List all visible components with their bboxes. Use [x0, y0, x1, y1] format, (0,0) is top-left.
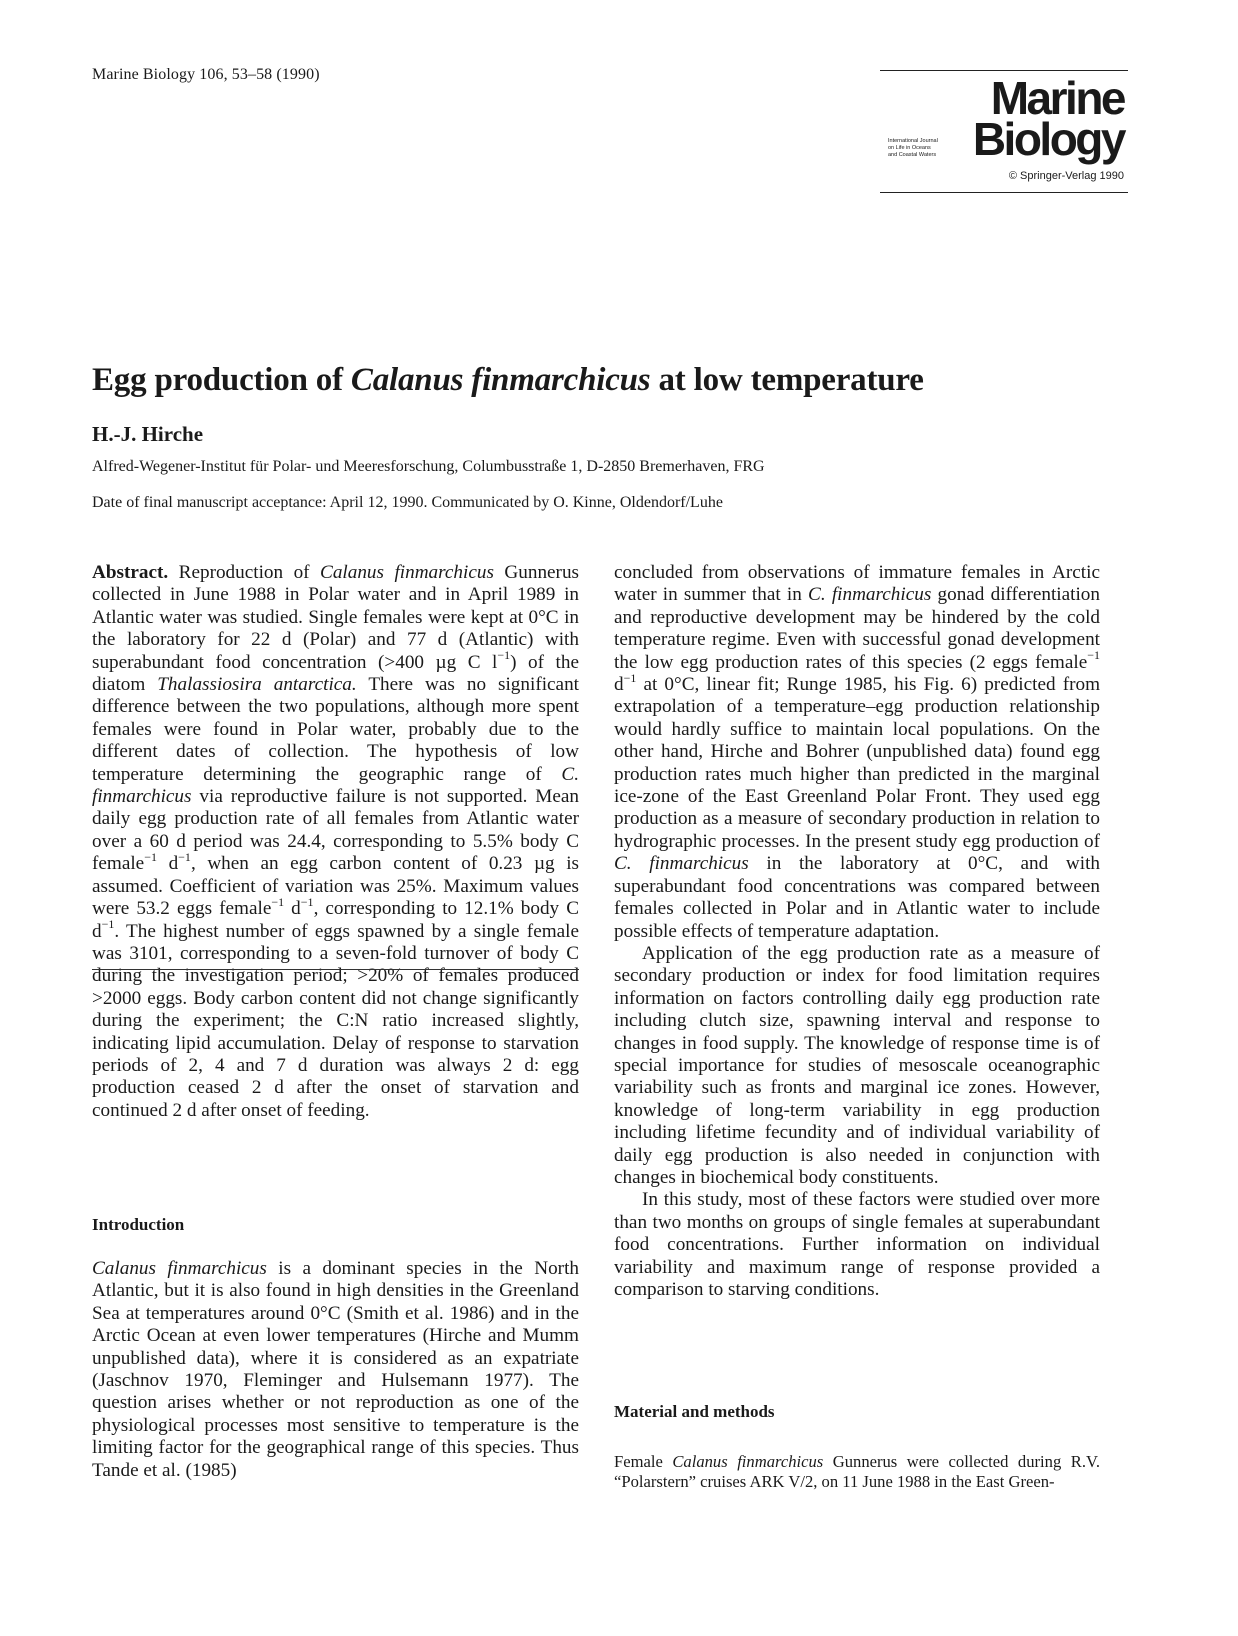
abstract-text: d — [284, 898, 301, 920]
logo-tagline-line: on Life in Oceans — [888, 145, 931, 151]
journal-citation: Marine Biology 106, 53–58 (1990) — [92, 66, 320, 83]
logo-tagline-line: and Coastal Waters — [888, 152, 937, 158]
superscript: −1 — [300, 894, 314, 909]
body-paragraph — [614, 562, 1100, 943]
right-column-body — [614, 562, 1100, 1301]
body-text: at 0°C, linear fit; Runge 1985, his Fig. 6) predicted from extrapolation of a temperature–egg production relationship would hardly suffice to maintain local populations. On the other hand, Hirche and Bohrer (unpublished data) found egg production rates much higher than predicted in the marginal ice-zone of the East Greenland Polar Front. They used egg production as a measure of secondary production in relation to hydrographic processes. In the present study egg production of — [614, 674, 1100, 852]
title-text: at low temperature — [650, 362, 924, 398]
title-text: Egg production of — [92, 362, 351, 398]
article-title — [92, 362, 924, 399]
superscript: −1 — [101, 917, 115, 932]
logo-tagline — [888, 138, 958, 159]
body-text: gonad differentiation and reproductive development may be hindered by the cold temperature regime. Even with successful gonad development the low egg production rates of this species (2 eggs female — [614, 584, 1100, 673]
logo-bottom-rule — [880, 192, 1128, 193]
title-species: Calanus finmarchicus — [350, 362, 651, 398]
author-name: H.-J. Hirche — [92, 422, 204, 446]
body-text: d — [614, 674, 624, 696]
abstract-text: Reproduction of — [168, 562, 321, 583]
methods-paragraph — [614, 1452, 1100, 1492]
species-name: Calanus finmarchicus — [92, 1258, 267, 1279]
manuscript-dates: Date of final manuscript acceptance: April 12, 1990. Communicated by O. Kinne, Oldendorf/Luhe — [92, 494, 723, 511]
logo-top-rule — [880, 70, 1128, 71]
body-text: Gunnerus were collected during R.V. “Polarstern” cruises ARK V/2, on 11 June 1988 in the East Green- — [614, 1452, 1100, 1491]
logo-word-marine: Marine — [990, 72, 1124, 124]
abstract-text: Gunnerus collected in June 1988 in Polar water and in April 1989 in Atlantic water was studied. Single females were kept at 0°C in the laboratory for 22 d (Polar) and 77 d (Atlantic) with superabundant food concentration (>400 µg C l — [92, 562, 580, 673]
introduction-body — [92, 1258, 579, 1482]
species-name: C. finmarchicus — [614, 853, 749, 875]
abstract-paragraph — [92, 562, 579, 1122]
species-name: Calanus finmarchicus — [320, 562, 494, 583]
abstract-text: via reproductive failure is not supported. Mean daily egg production rate of all females from Atlantic water over a 60 d period was 24.4, corresponding to 5.5% body C female — [92, 786, 579, 875]
methods-heading: Material and methods — [614, 1402, 775, 1421]
superscript: −1 — [271, 894, 285, 909]
abstract-text: d — [156, 853, 179, 875]
species-name: Thalassiosira antarctica. — [157, 674, 357, 696]
logo-copyright: © Springer-Verlag 1990 — [1008, 170, 1124, 182]
species-name: C. finmarchicus — [808, 584, 932, 606]
superscript: −1 — [178, 849, 191, 864]
superscript: −1 — [1087, 648, 1100, 663]
abstract-text: ) of the diatom — [92, 651, 579, 696]
superscript: −1 — [623, 670, 637, 685]
abstract-text: , corresponding to 12.1% body C d — [92, 898, 579, 942]
body-text: in the laboratory at 0°C, and with superabundant food concentrations was compared between females collected in Polar and in Atlantic water to include possible effects of temperature adaptation. — [614, 853, 1100, 942]
species-name: C. finmarchicus — [92, 763, 579, 808]
body-paragraph: In this study, most of these factors were studied over more than two months on groups of single females at superabundant food concentrations. Further information on individual variability and maximum range of response provided a comparison to starving conditions. — [614, 1189, 1100, 1300]
superscript: −1 — [144, 849, 157, 864]
body-text: is a dominant species in the North Atlantic, but it is also found in high densities in the Greenland Sea at temperatures around 0°C (Smith et al. 1986) and in the Arctic Ocean at even lower temperatures (Hirche and Mumm unpublished data), where it is considered as an expatriate (Jaschnov 1970, Fleminger and Hulsemann 1977). The question arises whether or not reproduction as one of the physiological processes most sensitive to temperature is the limiting factor for the geographical range of this species. Thus Tande et al. (1985) — [92, 1258, 579, 1481]
abstract-label: Abstract. — [92, 562, 169, 583]
methods-body — [614, 1452, 1100, 1492]
abstract-text: , when an egg carbon content of 0.23 µg is assumed. Coefficient of variation was 25%. Maximum values were 53.2 eggs female — [92, 853, 579, 920]
logo-tagline-line: International Journal — [888, 138, 938, 144]
introduction-heading: Introduction — [92, 1215, 185, 1234]
abstract-text: . The highest number of eggs spawned by a single female was 3101, corresponding to a seven-fold turnover of body C during the investigation period; >20% of females produced >2000 eggs. Body carbon content did not change significantly during the experiment; the C:N ratio increased slightly, indicating lipid accumulation. Delay of response to starvation periods of 2, 4 and 7 d duration was always 2 d: egg production ceased 2 d after the onset of starvation and continued 2 d after onset of feeding. — [92, 920, 579, 1121]
logo-word-biology: Biology — [972, 113, 1124, 165]
body-text: concluded from observations of immature females in Arctic water in summer that in — [614, 562, 1100, 606]
species-name: Calanus finmarchicus — [672, 1452, 824, 1471]
introduction-paragraph — [92, 1258, 579, 1482]
journal-logo — [880, 70, 1128, 195]
abstract-divider — [92, 969, 579, 970]
abstract — [92, 562, 579, 1122]
body-paragraph: Application of the egg production rate as a measure of secondary production or index for food limitation requires information on factors controlling daily egg production rate including clutch size, spawning interval and response to changes in food supply. The knowledge of response time is of special importance for studies of mesoscale oceanographic variability such as fronts and marginal ice zones. However, knowledge of long-term variability in egg production including lifetime fecundity and of individual variability of daily egg production is also needed in conjunction with changes in biochemical body constituents. — [614, 942, 1100, 1188]
author-affiliation: Alfred-Wegener-Institut für Polar- und Meeresforschung, Columbusstraße 1, D-2850 Bremerhaven, FRG — [92, 458, 765, 475]
abstract-text: There was no significant difference between the two populations, although more spent females were found in Polar water, probably due to the different dates of collection. The hypothesis of low temperature determining the geographic range of — [92, 674, 579, 785]
superscript: −1 — [497, 648, 511, 663]
body-text: Female — [614, 1452, 673, 1471]
